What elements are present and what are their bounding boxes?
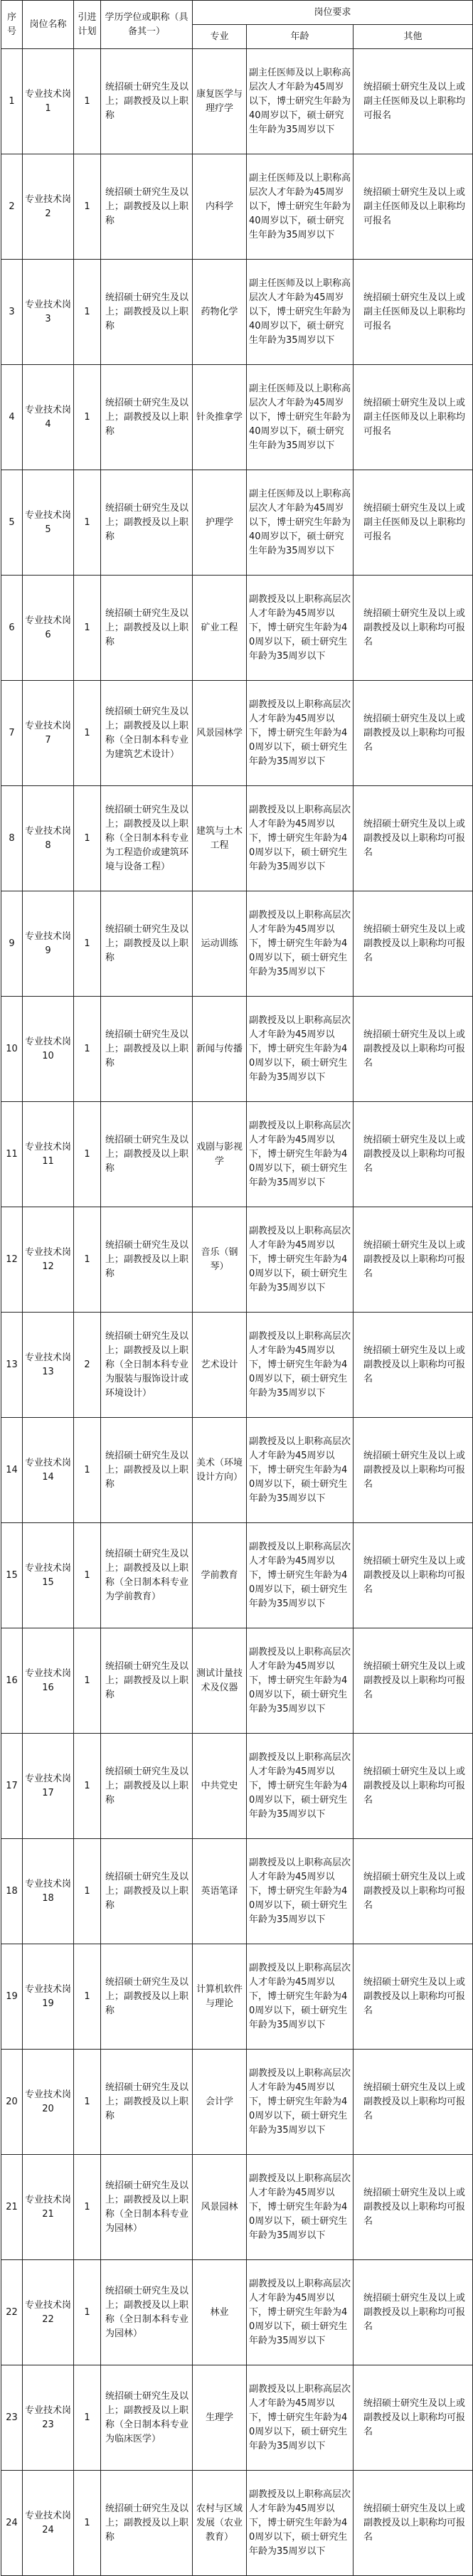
cell-edu: 统招硕士研究生及以上；副教授及以上职称 [101, 1418, 193, 1523]
cell-age: 副教授及以上职称高层次人才年龄为45周岁以下，博士研究生年龄为40周岁以下，硕士研究生年龄为35周岁以下 [247, 2050, 354, 2155]
table-row [1, 260, 473, 365]
cell-plan: 1 [74, 2260, 101, 2365]
cell-major: 农村与区域发展（农业教育） [193, 2471, 247, 2576]
table-row [1, 1839, 473, 1944]
cell-plan: 1 [74, 1102, 101, 1207]
cell-edu: 统招硕士研究生及以上；副教授及以上职称 [101, 470, 193, 576]
cell-other: 统招硕士研究生及以上或副主任医师及以上职称均可报名 [354, 49, 473, 154]
header-plan: 引进计划 [74, 1, 101, 49]
cell-major: 风景园林 [193, 2155, 247, 2260]
cell-age: 副主任医师及以上职称高层次人才年龄为45周岁以下，博士研究生年龄为40周岁以下，硕士研究生年龄为35周岁以下 [247, 260, 354, 365]
cell-major: 针灸推拿学 [193, 365, 247, 470]
cell-edu: 统招硕士研究生及以上；副教授及以上职称 [101, 154, 193, 260]
cell-seq: 8 [1, 786, 23, 891]
cell-post: 专业技术岗17 [23, 1734, 74, 1839]
cell-post: 专业技术岗1 [23, 49, 74, 154]
cell-other: 统招硕士研究生及以上或副教授及以上职称均可报名 [354, 1313, 473, 1418]
cell-major: 艺术设计 [193, 1313, 247, 1418]
cell-edu: 统招硕士研究生及以上；副教授及以上职称（全日制本科专业为学前教育） [101, 1523, 193, 1628]
table-row [1, 2155, 473, 2260]
cell-age: 副教授及以上职称高层次人才年龄为45周岁以下，博士研究生年龄为40周岁以下，硕士研究生年龄为35周岁以下 [247, 1313, 354, 1418]
cell-seq: 23 [1, 2365, 23, 2471]
cell-other: 统招硕士研究生及以上或副主任医师及以上职称均可报名 [354, 260, 473, 365]
table-row [1, 681, 473, 786]
cell-major: 矿业工程 [193, 576, 247, 681]
cell-plan: 1 [74, 2050, 101, 2155]
cell-major: 美术（环境设计方向） [193, 1418, 247, 1523]
cell-age: 副教授及以上职称高层次人才年龄为45周岁以下，博士研究生年龄为40周岁以下，硕士研究生年龄为35周岁以下 [247, 786, 354, 891]
cell-age: 副教授及以上职称高层次人才年龄为45周岁以下，博士研究生年龄为40周岁以下，硕士研究生年龄为35周岁以下 [247, 2471, 354, 2576]
cell-post: 专业技术岗8 [23, 786, 74, 891]
cell-major: 建筑与土木工程 [193, 786, 247, 891]
cell-edu: 统招硕士研究生及以上；副教授及以上职称 [101, 1944, 193, 2050]
cell-age: 副教授及以上职称高层次人才年龄为45周岁以下，博士研究生年龄为40周岁以下，硕士研究生年龄为35周岁以下 [247, 1734, 354, 1839]
cell-edu: 统招硕士研究生及以上；副教授及以上职称 [101, 891, 193, 997]
cell-plan: 1 [74, 365, 101, 470]
cell-seq: 19 [1, 1944, 23, 2050]
header-seq: 序号 [1, 1, 23, 49]
header-post: 岗位名称 [23, 1, 74, 49]
cell-edu: 统招硕士研究生及以上；副教授及以上职称（全日制本科专业为园林） [101, 2260, 193, 2365]
cell-edu: 统招硕士研究生及以上；副教授及以上职称 [101, 2471, 193, 2576]
cell-edu: 统招硕士研究生及以上；副教授及以上职称 [101, 365, 193, 470]
cell-seq: 13 [1, 1313, 23, 1418]
cell-major: 英语笔译 [193, 1839, 247, 1944]
cell-age: 副教授及以上职称高层次人才年龄为45周岁以下，博士研究生年龄为40周岁以下，硕士研究生年龄为35周岁以下 [247, 1523, 354, 1628]
cell-other: 统招硕士研究生及以上或副教授及以上职称均可报名 [354, 2260, 473, 2365]
cell-post: 专业技术岗13 [23, 1313, 74, 1418]
cell-plan: 1 [74, 681, 101, 786]
cell-age: 副教授及以上职称高层次人才年龄为45周岁以下，博士研究生年龄为40周岁以下，硕士研究生年龄为35周岁以下 [247, 891, 354, 997]
cell-post: 专业技术岗2 [23, 154, 74, 260]
cell-major: 护理学 [193, 470, 247, 576]
cell-post: 专业技术岗23 [23, 2365, 74, 2471]
header-requirements: 岗位要求 [193, 1, 473, 25]
table-row [1, 1102, 473, 1207]
cell-plan: 1 [74, 2365, 101, 2471]
cell-other: 统招硕士研究生及以上或副教授及以上职称均可报名 [354, 1628, 473, 1734]
cell-age: 副主任医师及以上职称高层次人才年龄为45周岁以下，博士研究生年龄为40周岁以下，硕士研究生年龄为35周岁以下 [247, 365, 354, 470]
cell-post: 专业技术岗7 [23, 681, 74, 786]
cell-age: 副主任医师及以上职称高层次人才年龄为45周岁以下，博士研究生年龄为40周岁以下，硕士研究生年龄为35周岁以下 [247, 470, 354, 576]
cell-seq: 24 [1, 2471, 23, 2576]
cell-major: 会计学 [193, 2050, 247, 2155]
table-row [1, 2260, 473, 2365]
cell-age: 副教授及以上职称高层次人才年龄为45周岁以下，博士研究生年龄为40周岁以下，硕士研究生年龄为35周岁以下 [247, 1839, 354, 1944]
cell-seq: 17 [1, 1734, 23, 1839]
cell-post: 专业技术岗4 [23, 365, 74, 470]
cell-edu: 统招硕士研究生及以上；副教授及以上职称 [101, 2050, 193, 2155]
cell-major: 学前教育 [193, 1523, 247, 1628]
cell-other: 统招硕士研究生及以上或副教授及以上职称均可报名 [354, 786, 473, 891]
recruitment-table [1, 0, 473, 2576]
header-other: 其他 [354, 25, 473, 49]
cell-seq: 4 [1, 365, 23, 470]
cell-post: 专业技术岗16 [23, 1628, 74, 1734]
cell-major: 内科学 [193, 154, 247, 260]
cell-edu: 统招硕士研究生及以上；副教授及以上职称 [101, 576, 193, 681]
cell-post: 专业技术岗14 [23, 1418, 74, 1523]
table-row [1, 1628, 473, 1734]
cell-plan: 1 [74, 1207, 101, 1313]
cell-major: 林业 [193, 2260, 247, 2365]
cell-plan: 1 [74, 786, 101, 891]
table-row [1, 576, 473, 681]
cell-major: 康复医学与理疗学 [193, 49, 247, 154]
cell-other: 统招硕士研究生及以上或副教授及以上职称均可报名 [354, 1102, 473, 1207]
cell-post: 专业技术岗18 [23, 1839, 74, 1944]
cell-other: 统招硕士研究生及以上或副教授及以上职称均可报名 [354, 891, 473, 997]
cell-age: 副教授及以上职称高层次人才年龄为45周岁以下，博士研究生年龄为40周岁以下，硕士研究生年龄为35周岁以下 [247, 576, 354, 681]
cell-age: 副教授及以上职称高层次人才年龄为45周岁以下，博士研究生年龄为40周岁以下，硕士研究生年龄为35周岁以下 [247, 2365, 354, 2471]
table-row [1, 1734, 473, 1839]
cell-seq: 12 [1, 1207, 23, 1313]
cell-edu: 统招硕士研究生及以上；副教授及以上职称 [101, 1734, 193, 1839]
cell-seq: 6 [1, 576, 23, 681]
cell-post: 专业技术岗15 [23, 1523, 74, 1628]
cell-post: 专业技术岗22 [23, 2260, 74, 2365]
cell-edu: 统招硕士研究生及以上；副教授及以上职称 [101, 1839, 193, 1944]
table-row [1, 1313, 473, 1418]
cell-seq: 1 [1, 49, 23, 154]
cell-age: 副教授及以上职称高层次人才年龄为45周岁以下，博士研究生年龄为40周岁以下，硕士研究生年龄为35周岁以下 [247, 1418, 354, 1523]
cell-seq: 5 [1, 470, 23, 576]
cell-age: 副教授及以上职称高层次人才年龄为45周岁以下，博士研究生年龄为40周岁以下，硕士研究生年龄为35周岁以下 [247, 1628, 354, 1734]
table-row [1, 2050, 473, 2155]
cell-post: 专业技术岗12 [23, 1207, 74, 1313]
cell-plan: 1 [74, 2155, 101, 2260]
cell-edu: 统招硕士研究生及以上；副教授及以上职称（全日制本科专业为工程造价或建筑环境与设备工程） [101, 786, 193, 891]
cell-other: 统招硕士研究生及以上或副教授及以上职称均可报名 [354, 681, 473, 786]
cell-age: 副主任医师及以上职称高层次人才年龄为45周岁以下，博士研究生年龄为40周岁以下，硕士研究生年龄为35周岁以下 [247, 154, 354, 260]
table-row [1, 1418, 473, 1523]
cell-seq: 7 [1, 681, 23, 786]
cell-other: 统招硕士研究生及以上或副教授及以上职称均可报名 [354, 1523, 473, 1628]
table-row [1, 1207, 473, 1313]
cell-major: 新闻与传播 [193, 997, 247, 1102]
cell-post: 专业技术岗11 [23, 1102, 74, 1207]
cell-post: 专业技术岗6 [23, 576, 74, 681]
cell-other: 统招硕士研究生及以上或副教授及以上职称均可报名 [354, 2471, 473, 2576]
cell-plan: 1 [74, 1944, 101, 2050]
cell-age: 副教授及以上职称高层次人才年龄为45周岁以下，博士研究生年龄为40周岁以下，硕士研究生年龄为35周岁以下 [247, 2155, 354, 2260]
cell-edu: 统招硕士研究生及以上；副教授及以上职称（全日制本科专业为临床医学） [101, 2365, 193, 2471]
cell-edu: 统招硕士研究生及以上；副教授及以上职称 [101, 997, 193, 1102]
cell-plan: 1 [74, 1418, 101, 1523]
cell-seq: 20 [1, 2050, 23, 2155]
cell-seq: 14 [1, 1418, 23, 1523]
table-row [1, 365, 473, 470]
cell-post: 专业技术岗20 [23, 2050, 74, 2155]
cell-age: 副教授及以上职称高层次人才年龄为45周岁以下，博士研究生年龄为40周岁以下，硕士研究生年龄为35周岁以下 [247, 997, 354, 1102]
cell-post: 专业技术岗5 [23, 470, 74, 576]
cell-seq: 11 [1, 1102, 23, 1207]
cell-other: 统招硕士研究生及以上或副教授及以上职称均可报名 [354, 2050, 473, 2155]
cell-post: 专业技术岗24 [23, 2471, 74, 2576]
table-row [1, 2365, 473, 2471]
header-major: 专业 [193, 25, 247, 49]
cell-major: 药物化学 [193, 260, 247, 365]
cell-age: 副教授及以上职称高层次人才年龄为45周岁以下，博士研究生年龄为40周岁以下，硕士研究生年龄为35周岁以下 [247, 2260, 354, 2365]
cell-plan: 1 [74, 576, 101, 681]
cell-major: 计算机软件与理论 [193, 1944, 247, 2050]
cell-major: 风景园林学 [193, 681, 247, 786]
header-edu: 学历学位或职称（具备其一） [101, 1, 193, 49]
cell-plan: 1 [74, 891, 101, 997]
cell-edu: 统招硕士研究生及以上；副教授及以上职称 [101, 49, 193, 154]
cell-post: 专业技术岗9 [23, 891, 74, 997]
cell-major: 运动训练 [193, 891, 247, 997]
cell-plan: 1 [74, 1839, 101, 1944]
cell-seq: 9 [1, 891, 23, 997]
cell-plan: 1 [74, 1734, 101, 1839]
cell-other: 统招硕士研究生及以上或副教授及以上职称均可报名 [354, 1944, 473, 2050]
cell-other: 统招硕士研究生及以上或副教授及以上职称均可报名 [354, 1839, 473, 1944]
cell-other: 统招硕士研究生及以上或副教授及以上职称均可报名 [354, 2365, 473, 2471]
cell-major: 生理学 [193, 2365, 247, 2471]
cell-plan: 1 [74, 49, 101, 154]
table-row [1, 470, 473, 576]
cell-other: 统招硕士研究生及以上或副主任医师及以上职称均可报名 [354, 470, 473, 576]
cell-edu: 统招硕士研究生及以上；副教授及以上职称（全日制本科专业为建筑艺术设计） [101, 681, 193, 786]
cell-plan: 1 [74, 260, 101, 365]
cell-plan: 1 [74, 1628, 101, 1734]
cell-plan: 1 [74, 997, 101, 1102]
cell-plan: 1 [74, 470, 101, 576]
cell-post: 专业技术岗19 [23, 1944, 74, 2050]
table-body [1, 49, 473, 2576]
cell-plan: 1 [74, 154, 101, 260]
cell-plan: 2 [74, 1313, 101, 1418]
cell-seq: 21 [1, 2155, 23, 2260]
cell-other: 统招硕士研究生及以上或副教授及以上职称均可报名 [354, 2155, 473, 2260]
cell-major: 音乐（钢琴） [193, 1207, 247, 1313]
table-row [1, 1523, 473, 1628]
cell-major: 中共党史 [193, 1734, 247, 1839]
cell-major: 测试计量技术及仪器 [193, 1628, 247, 1734]
cell-major: 戏剧与影视学 [193, 1102, 247, 1207]
table-row [1, 891, 473, 997]
table-row [1, 786, 473, 891]
cell-other: 统招硕士研究生及以上或副教授及以上职称均可报名 [354, 1734, 473, 1839]
cell-post: 专业技术岗21 [23, 2155, 74, 2260]
cell-seq: 15 [1, 1523, 23, 1628]
table-row [1, 1944, 473, 2050]
table-row [1, 997, 473, 1102]
cell-other: 统招硕士研究生及以上或副教授及以上职称均可报名 [354, 576, 473, 681]
cell-edu: 统招硕士研究生及以上；副教授及以上职称 [101, 1628, 193, 1734]
cell-post: 专业技术岗3 [23, 260, 74, 365]
cell-other: 统招硕士研究生及以上或副教授及以上职称均可报名 [354, 1418, 473, 1523]
cell-age: 副主任医师及以上职称高层次人才年龄为45周岁以下，博士研究生年龄为40周岁以下，硕士研究生年龄为35周岁以下 [247, 49, 354, 154]
cell-edu: 统招硕士研究生及以上；副教授及以上职称 [101, 1207, 193, 1313]
cell-other: 统招硕士研究生及以上或副主任医师及以上职称均可报名 [354, 365, 473, 470]
cell-age: 副教授及以上职称高层次人才年龄为45周岁以下，博士研究生年龄为40周岁以下，硕士研究生年龄为35周岁以下 [247, 1102, 354, 1207]
cell-age: 副教授及以上职称高层次人才年龄为45周岁以下，博士研究生年龄为40周岁以下，硕士研究生年龄为35周岁以下 [247, 1944, 354, 2050]
cell-other: 统招硕士研究生及以上或副主任医师及以上职称均可报名 [354, 154, 473, 260]
cell-edu: 统招硕士研究生及以上；副教授及以上职称 [101, 1102, 193, 1207]
cell-edu: 统招硕士研究生及以上；副教授及以上职称 [101, 260, 193, 365]
cell-age: 副教授及以上职称高层次人才年龄为45周岁以下，博士研究生年龄为40周岁以下，硕士研究生年龄为35周岁以下 [247, 1207, 354, 1313]
cell-post: 专业技术岗10 [23, 997, 74, 1102]
table-row [1, 2471, 473, 2576]
header-age: 年龄 [247, 25, 354, 49]
table-row [1, 49, 473, 154]
cell-plan: 1 [74, 1523, 101, 1628]
table-row [1, 154, 473, 260]
cell-seq: 18 [1, 1839, 23, 1944]
cell-age: 副教授及以上职称高层次人才年龄为45周岁以下，博士研究生年龄为40周岁以下，硕士研究生年龄为35周岁以下 [247, 681, 354, 786]
cell-other: 统招硕士研究生及以上或副教授及以上职称均可报名 [354, 1207, 473, 1313]
cell-seq: 2 [1, 154, 23, 260]
cell-seq: 22 [1, 2260, 23, 2365]
cell-seq: 3 [1, 260, 23, 365]
cell-seq: 16 [1, 1628, 23, 1734]
cell-edu: 统招硕士研究生及以上；副教授及以上职称（全日制本科专业为园林） [101, 2155, 193, 2260]
cell-other: 统招硕士研究生及以上或副教授及以上职称均可报名 [354, 997, 473, 1102]
cell-edu: 统招硕士研究生及以上；副教授及以上职称（全日制本科专业为服装与服饰设计或环境设计） [101, 1313, 193, 1418]
cell-plan: 1 [74, 2471, 101, 2576]
cell-seq: 10 [1, 997, 23, 1102]
